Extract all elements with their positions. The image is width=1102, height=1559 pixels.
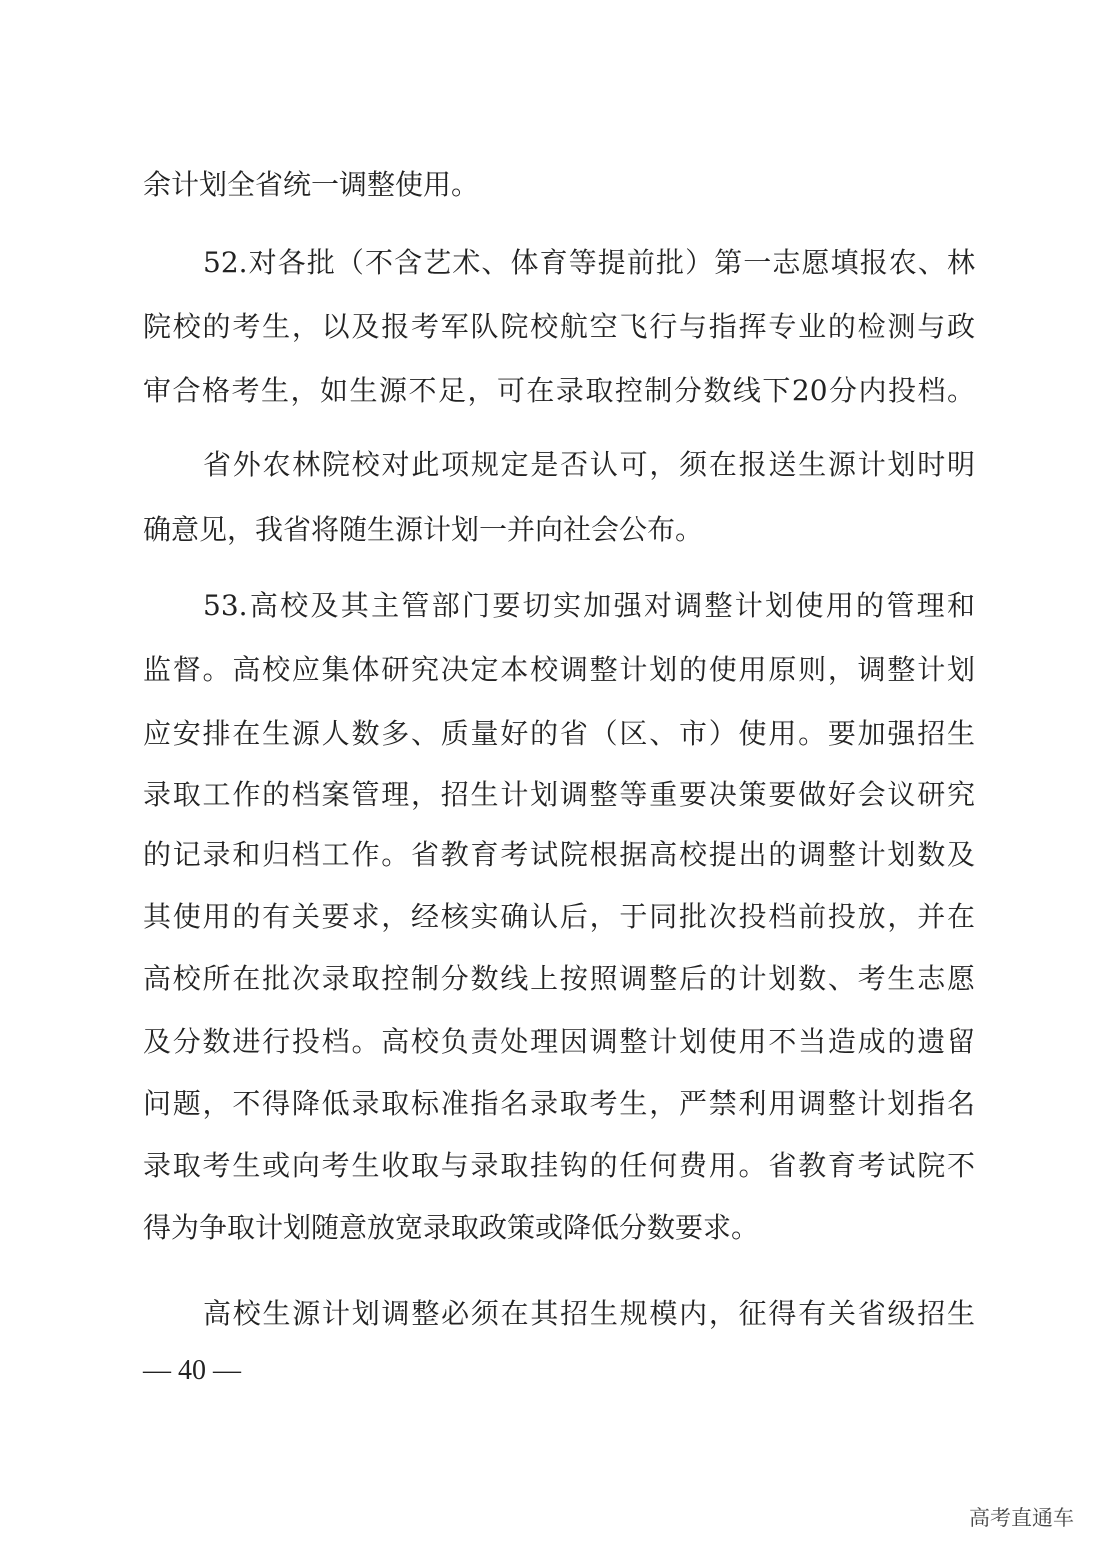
text-line: 院校的考生，以及报考军队院校航空飞行与指挥专业的检测与政 [143, 310, 975, 343]
text-line: 录取工作的档案管理，招生计划调整等重要决策要做好会议研究 [143, 778, 975, 811]
text-line: 高校所在批次录取控制分数线上按照调整后的计划数、考生志愿 [143, 962, 975, 995]
text-line: 录取考生或向考生收取与录取挂钩的任何费用。省教育考试院不 [143, 1149, 975, 1182]
text-line: 53.高校及其主管部门要切实加强对调整计划使用的管理和 [203, 589, 975, 622]
text-line: 得为争取计划随意放宽录取政策或降低分数要求。 [143, 1211, 760, 1244]
text-line: 高校生源计划调整必须在其招生规模内，征得有关省级招生 [203, 1297, 975, 1330]
text-line: 及分数进行投档。高校负责处理因调整计划使用不当造成的遗留 [143, 1025, 975, 1058]
text-line: 应安排在生源人数多、质量好的省（区、市）使用。要加强招生 [143, 717, 975, 750]
text-line: 其使用的有关要求，经核实确认后，于同批次投档前投放，并在 [143, 900, 975, 933]
text-line: 的记录和归档工作。省教育考试院根据高校提出的调整计划数及 [143, 838, 975, 871]
text-line: 监督。高校应集体研究决定本校调整计划的使用原则，调整计划 [143, 653, 975, 686]
text-line: 省外农林院校对此项规定是否认可，须在报送生源计划时明 [203, 448, 975, 481]
text-line: 52.对各批（不含艺术、体育等提前批）第一志愿填报农、林 [203, 246, 975, 279]
text-line: 余计划全省统一调整使用。 [143, 168, 480, 201]
text-line: 确意见，我省将随生源计划一并向社会公布。 [143, 513, 704, 546]
text-line: 审合格考生，如生源不足，可在录取控制分数线下20分内投档。 [143, 374, 975, 407]
text-line: 问题，不得降低录取标准指名录取考生，严禁利用调整计划指名 [143, 1087, 975, 1120]
watermark-text: 高考直通车 [969, 1506, 1074, 1530]
page-number: — 40 — [143, 1355, 241, 1386]
